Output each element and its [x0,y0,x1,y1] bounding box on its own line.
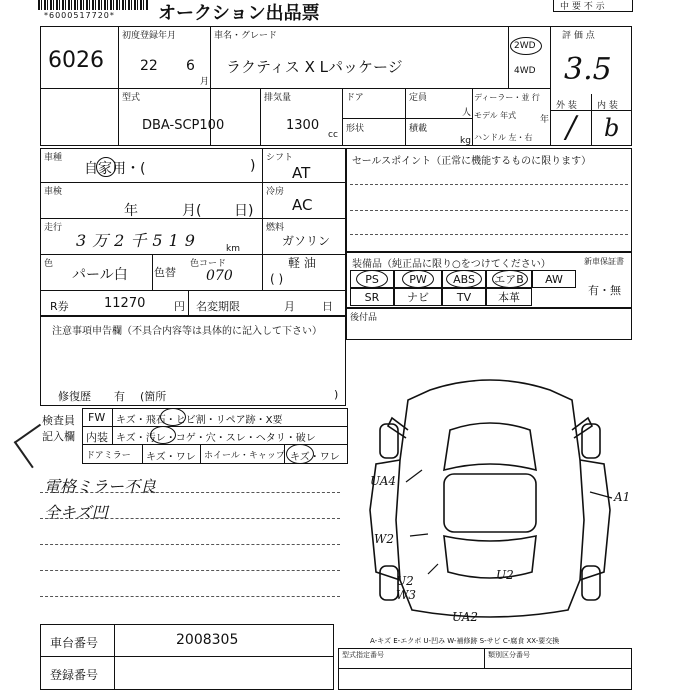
color-label: 色 [44,259,54,269]
mark-ua2: UA2 [452,610,479,624]
shape-label: 形状 [346,124,365,134]
inspection-year-unit: 年 [124,203,138,219]
recycle-unit: 円 [174,300,185,313]
shift-label: シフト [266,153,294,163]
equip-tv: TV [442,288,486,306]
equip-circle-pw [402,270,434,288]
inspector-label1: 検査員 [42,414,75,427]
dealer-label: ディーラー・並 行 [474,93,540,102]
car-roof [444,474,536,532]
fw-label: FW [88,411,106,424]
fuel-paren: ( ) [270,272,284,286]
equip-navi: ナビ [394,288,442,306]
displacement-value: 1300 [286,118,320,133]
wheel-circle [286,444,314,464]
equip-circles [356,270,388,288]
car-no-label: 車台番号 [50,636,99,650]
exterior-score: / [566,110,577,145]
drive-2wd: 2WD [514,41,536,51]
inspection-label: 車検 [44,187,63,197]
drive-2wd-circle [510,37,542,55]
mark-ua4: UA4 [370,474,397,488]
equip-leather: 本革 [486,288,532,306]
car-name: ラクティス X Lパッケージ [226,58,403,76]
equipment-label: 装備品（純正品に限り○をつけてください） [352,259,551,270]
exterior-label: 外 装 [556,101,577,111]
top-block [40,26,632,146]
form-title: オークション出品票 [158,3,320,24]
notes-label: 注意事項申告欄（不具合内容等は具体的に記入して下さい） [52,326,322,337]
aircon-value: AC [292,196,313,214]
handwritten-line2: 全キズ凹 [44,503,108,522]
leader-u2 [428,564,438,574]
damage-legend: A-キズ E-エクボ U-凹み W-補修跡 S-サビ C-腐食 XX-要交換 [370,637,560,645]
car-diagram [340,360,640,630]
recycle-value: 11270 [104,296,146,311]
wheel-label: ホイール・キャップ [204,451,285,461]
handle-label: ハンドル 左・右 [474,133,533,142]
registration-month-unit: 月 [200,77,210,87]
car-rear-window [444,536,536,578]
int-circle [150,426,176,444]
displacement-label: 排気量 [264,93,292,103]
leader-w2 [410,534,428,536]
fw-circle [160,408,186,426]
color-code-label: 色コード [190,259,227,269]
use-value: 自家用・( [84,161,146,177]
mark-u2-left: U2 [396,574,414,588]
car-no-value: 2008305 [176,632,239,648]
interior-label: 内 装 [597,101,618,111]
equip-circle-abs [446,270,482,288]
use-close: ) [250,158,256,174]
registration-month: 6 [186,58,195,74]
car-name-label: 車名・グレード [214,31,278,41]
name-change-unit: 月 [284,300,295,313]
model-label: 型式 [122,93,141,103]
inspection-day-unit: 日) [234,203,254,219]
use-label: 車種 [44,153,63,163]
repair-location: (箇所 [140,390,167,403]
after-block [346,308,632,340]
inspection-month-unit: 月( [182,203,202,219]
corner-label: 中 要 不 示 [560,2,605,12]
barcode [38,0,148,10]
load-unit: kg [460,136,471,146]
equip-sr: SR [350,288,394,306]
color-code: 070 [206,268,233,284]
capacity-unit: 人 [462,108,472,118]
registration-year: 22 [140,58,158,74]
mark-u2-rear: U2 [496,568,514,582]
mileage-label: 走行 [44,223,63,233]
model-year-unit: 年 [540,115,550,125]
color-change-label: 色替 [154,266,176,279]
lot-number: 6026 [48,48,104,73]
mileage-unit: km [226,244,240,254]
color-value: パール白 [72,267,128,283]
model-year-label: モデル 年式 [474,111,517,120]
car-windshield [444,423,536,470]
mark-a1: A1 [614,490,631,504]
recycle-label: R券 [50,300,69,313]
use-circle [96,157,116,177]
mirror-items: キズ・ワレ [146,452,196,463]
mirror-label: ドアミラー [86,451,131,461]
reg-no-label: 登録番号 [50,668,99,682]
warranty-value: 有・無 [588,284,621,297]
int-items: キズ・汚レ・コゲ・穴・スレ・ヘタリ・破レ [116,433,316,444]
interior-score: b [604,114,620,142]
equip-airbag: エアB [486,270,532,288]
mark-w2: W2 [374,532,394,546]
wheel-fl [380,424,398,458]
class-label: 類別区分番号 [488,651,530,659]
door-label: ドア [346,93,364,103]
wheel-rr [582,566,600,600]
inspector-label2: 記入欄 [42,430,75,443]
displacement-unit: cc [328,130,338,140]
eval-score: 3.5 [564,52,612,87]
capacity-label: 定員 [409,93,428,103]
wheel-items: キズ・ワレ [290,452,340,463]
repair-label: 修復歴 [58,390,91,403]
model-value: DBA-SCP100 [142,118,225,133]
name-change-day: 日 [322,300,333,313]
form-label: 型式指定番号 [342,651,384,659]
shift-value: AT [292,164,311,182]
equip-aw: AW [532,270,576,288]
aircon-label: 冷房 [266,187,285,197]
equip-abs: ABS [442,270,486,288]
int-label: 内装 [86,431,108,444]
load-label: 積載 [409,124,428,134]
registration-label: 初度登録年月 [122,31,177,41]
name-change-label: 名変期限 [196,300,240,313]
wheel-fr [582,424,600,458]
eval-label: 評 価 点 [562,31,595,41]
handwritten-line1: 電格ミラー不良 [44,477,157,496]
equip-circle-airbag [492,270,528,288]
sales-point-label: セールスポイント（正常に機能するものに限ります） [352,156,592,167]
after-label: 後付品 [350,313,378,323]
new-warranty-label: 新車保証書 [584,257,624,266]
fuel-alt: 軽 油 [288,256,316,270]
equip-ps: PS [350,270,394,288]
repair-value: 有 [114,390,125,403]
barcode-number: *6000517720* [44,11,115,20]
car-body-outline [396,380,584,617]
leader-ua4 [406,470,422,482]
fuel-options: ガソリン [282,234,331,248]
repair-close: ) [334,388,339,401]
mark-w3: W3 [396,588,416,602]
fuel-label: 燃料 [266,223,285,233]
fw-items: キズ・飛石・ヒビ割・リペア跡・X要 [116,415,283,426]
drive-4wd: 4WD [514,66,536,76]
equip-pw: PW [394,270,442,288]
mileage-value: 3万2千519 [76,231,201,250]
